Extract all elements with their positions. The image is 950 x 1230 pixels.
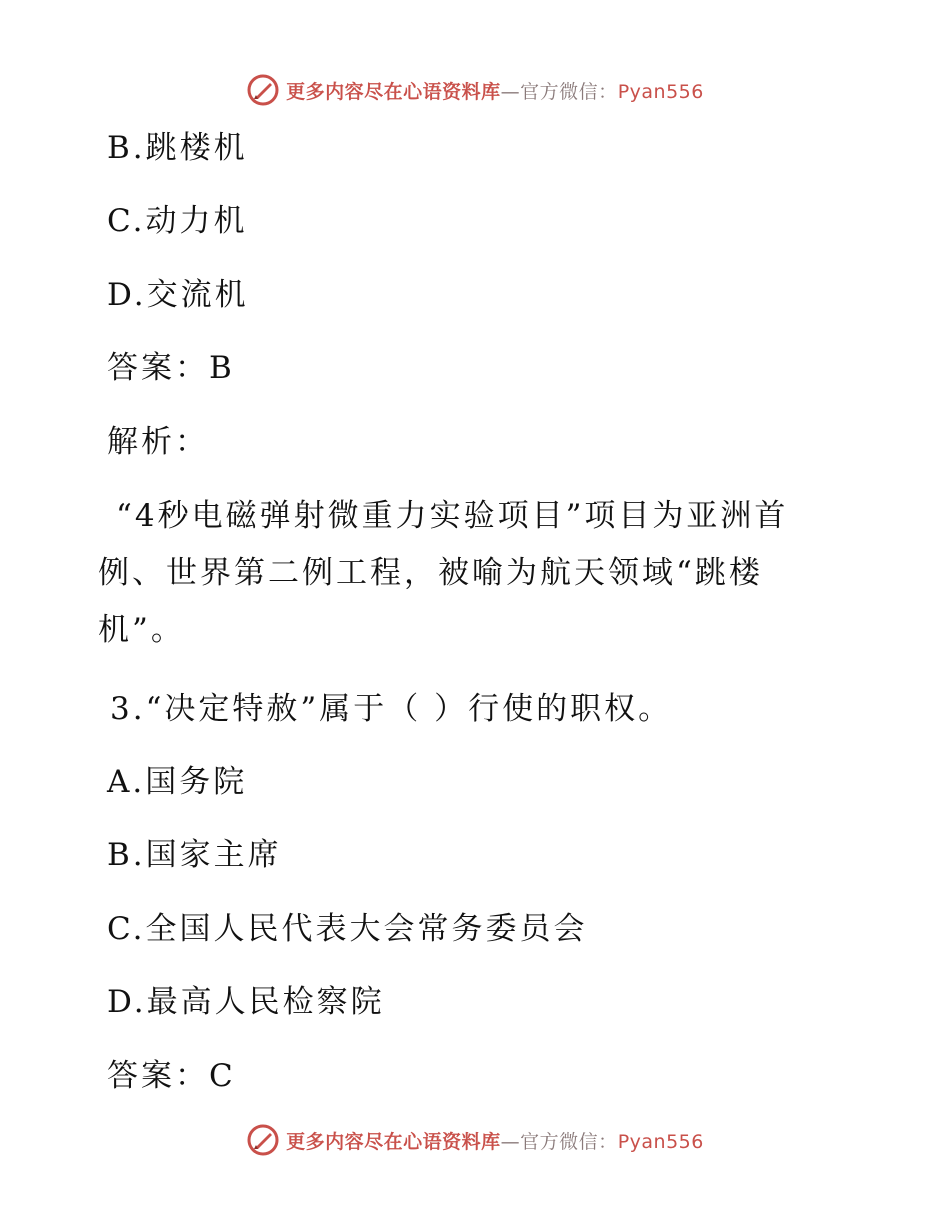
q2-analysis-text: “4秒电磁弹射微重力实验项目”项目为亚洲首例、世界第二例工程，被喻为航天领域“跳楼机”。 [98,498,789,648]
q2-analysis-label: 解析： [107,424,209,460]
watermark-text [286,1127,704,1154]
watermark-wechat-id: Pyan556 [617,80,704,103]
q3-question: 3.“决定特赦”属于（ ）行使的职权。 [110,691,673,727]
watermark-brand: 更多内容尽在心语资料库 [286,80,501,103]
quill-seal-icon [246,73,280,107]
watermark-official: 官方微信： [520,80,618,103]
watermark-separator: — [500,1130,521,1153]
watermark-wechat-id: Pyan556 [617,1130,704,1153]
q3-option-a: A.国务院 [107,764,248,800]
watermark-separator: — [500,80,521,103]
q3-option-c: C.全国人民代表大会常务委员会 [107,911,588,947]
q2-answer: 答案：B [107,350,235,386]
quill-seal-icon [246,1123,280,1157]
footer-watermark [0,1120,950,1160]
watermark-official: 官方微信： [520,1130,618,1153]
watermark-brand: 更多内容尽在心语资料库 [286,1130,501,1153]
watermark-text [286,77,704,104]
header-watermark [0,70,950,110]
q2-option-c: C.动力机 [107,203,248,239]
q2-option-b: B.跳楼机 [107,130,248,166]
q2-option-d: D.交流机 [107,277,249,313]
q3-answer: 答案：C [107,1058,236,1094]
q3-option-b: B.国家主席 [107,837,282,873]
q3-option-d: D.最高人民检察院 [107,984,385,1020]
